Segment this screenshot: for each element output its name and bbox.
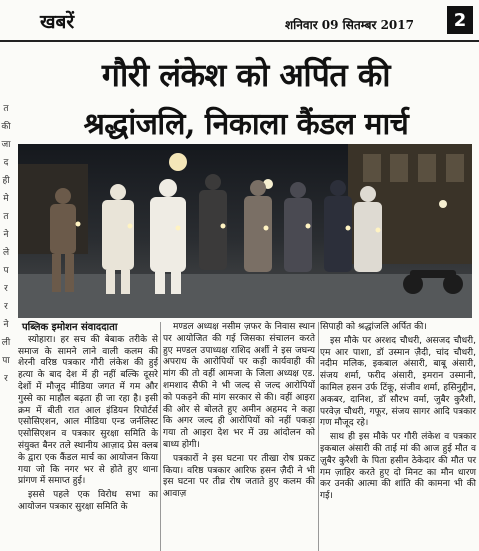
page-number: 2 xyxy=(447,6,473,34)
article-body xyxy=(18,322,476,551)
headline-line-2: श्रद्धांजलि, निकाला कैंडल मार्च xyxy=(83,107,409,142)
headline xyxy=(16,50,476,150)
article-column-1 xyxy=(18,322,158,516)
article-column-2 xyxy=(163,322,315,503)
byline: पब्लिक इमोशन संवाददाता xyxy=(22,322,118,333)
margin-glyph: जा xyxy=(1,140,11,150)
section-label: खबरें xyxy=(40,11,75,33)
article-paragraph: पत्रकारों ने इस घटना पर तीखा रोष प्रकट किया। वरिष्ठ पत्रकार आरिफ हसन ज़ैदी ने भी इस घटना पर तीव्र रोष जताते हुए कलम की आवाज़ xyxy=(163,453,315,500)
article-column-3 xyxy=(320,322,476,505)
margin-glyph: पा xyxy=(2,356,10,366)
masthead xyxy=(0,0,479,42)
column-divider xyxy=(318,322,319,551)
article-paragraph: मण्डल अध्यक्ष नसीम ज़फर के निवास स्थान पर आयोजित की गई जिसका संचालन करते हुए मण्डल उपाध्यक्ष राशिद अर्शी ने इस जघन्य अपराध के आरोपियों पर कड़ी कार्यवाही की मांग की तो वहीं आमजा के जिला अध्यक्ष एड. शमशाद सैफी ने भी जल्द से जल्द आरोपियों को पकड़ने की मांग सरकार से की। वहीं आइरा की ओर से बोलते हुए अमीन अहमद ने कहा कि अगर जल्द ही आरोपियों को नहीं पकड़ा गया तो आइरा देश भर में उग्र आंदोलन को बाध्य होगी। xyxy=(163,322,315,450)
margin-glyph: र xyxy=(4,284,8,294)
article-paragraph: स्योहारा। हर सच की बेबाक तरीके से समाज के सामने लाने वाली कलम की शेरनी वरिष्ठ पत्रकार गौरी लंकेश की हुई हत्या के बाद देश में ही नहीं बल्कि दूसरे देशों में मौजूद मीडिया जगत में गम और गुस्से का माहौल बढ़ता ही जा रहा है। इसी क्रम में बीती रात आल इंडियन रिपोर्टर्स एसोसिएशन, आल मीडिया एन्ड जर्नलिस्ट एसोसिएशन व पत्रकार सुरक्षा समिति के संयुक्त बैनर तले स्थानीय आज़ाद प्रेस क्लब के द्वारा एक कैंडल मार्च का आयोजन किया गया जो कि नगर भर से होते हुए थाना प्रांगण में समाप्त हुई। xyxy=(18,334,158,487)
margin-glyph: र xyxy=(4,374,8,384)
date-line: शनिवार 09 सितम्बर 2017 xyxy=(285,18,414,32)
margin-glyph: ने xyxy=(3,230,9,240)
margin-glyph: प xyxy=(3,266,9,276)
article-paragraph: साथ ही इस मौके पर गौरी लंकेश व पत्रकार इकबाल अंसारी की ताई मां की आज हुई मौत व ज़ुबैर कुरैशी के पिता हसीन ठेकेदार की मौत पर गम ज़ाहिर करते हुए दो मिनट का मौन धारण कर उनकी आत्मा की शांति की कामना भी की गई। xyxy=(320,432,476,502)
margin-glyph: की xyxy=(1,122,11,132)
margin-glyph: त xyxy=(3,212,9,222)
margin-glyph: ले xyxy=(2,248,10,258)
column-divider xyxy=(160,322,161,551)
left-margin-text xyxy=(0,100,12,388)
candle-march-photo xyxy=(18,144,472,318)
margin-glyph: त xyxy=(3,104,9,114)
article-paragraph: सिपाही को श्रद्धांजलि अर्पित की। xyxy=(320,322,427,332)
article-paragraph: इस मौके पर अरशद चौधरी, असजद चौधरी, एम आर पाशा, डॉ उस्मान ज़ैदी, चांद चौधरी, नदीम मलिक, इकबाल अंसारी, बाबू अंसारी, संजय शर्मा, फरीद अंसारी, इमरान उस्मानी, कामिल हसन उर्फ टिंकू, संजीव शर्मा, हसिनुद्दीन, अकबर, दानिश, डॉ सौरभ वर्मा, जुबैर कुरैशी, परवेज़ चौधरी, गफूर, संजय सागर आदि पत्रकार गण मौजूद रहे। xyxy=(320,335,476,429)
margin-glyph: र xyxy=(4,302,8,312)
headline-line-1: गौरी लंकेश को अर्पित की xyxy=(101,56,391,94)
margin-glyph: द xyxy=(3,158,9,168)
article-paragraph: इससे पहले एक विरोध सभा का आयोजन पत्रकार सुरक्षा समिति के xyxy=(18,490,158,512)
margin-glyph: ली xyxy=(1,338,11,348)
margin-glyph: ने xyxy=(3,320,9,330)
margin-glyph: ही xyxy=(2,176,10,186)
margin-glyph: मे xyxy=(3,194,9,204)
